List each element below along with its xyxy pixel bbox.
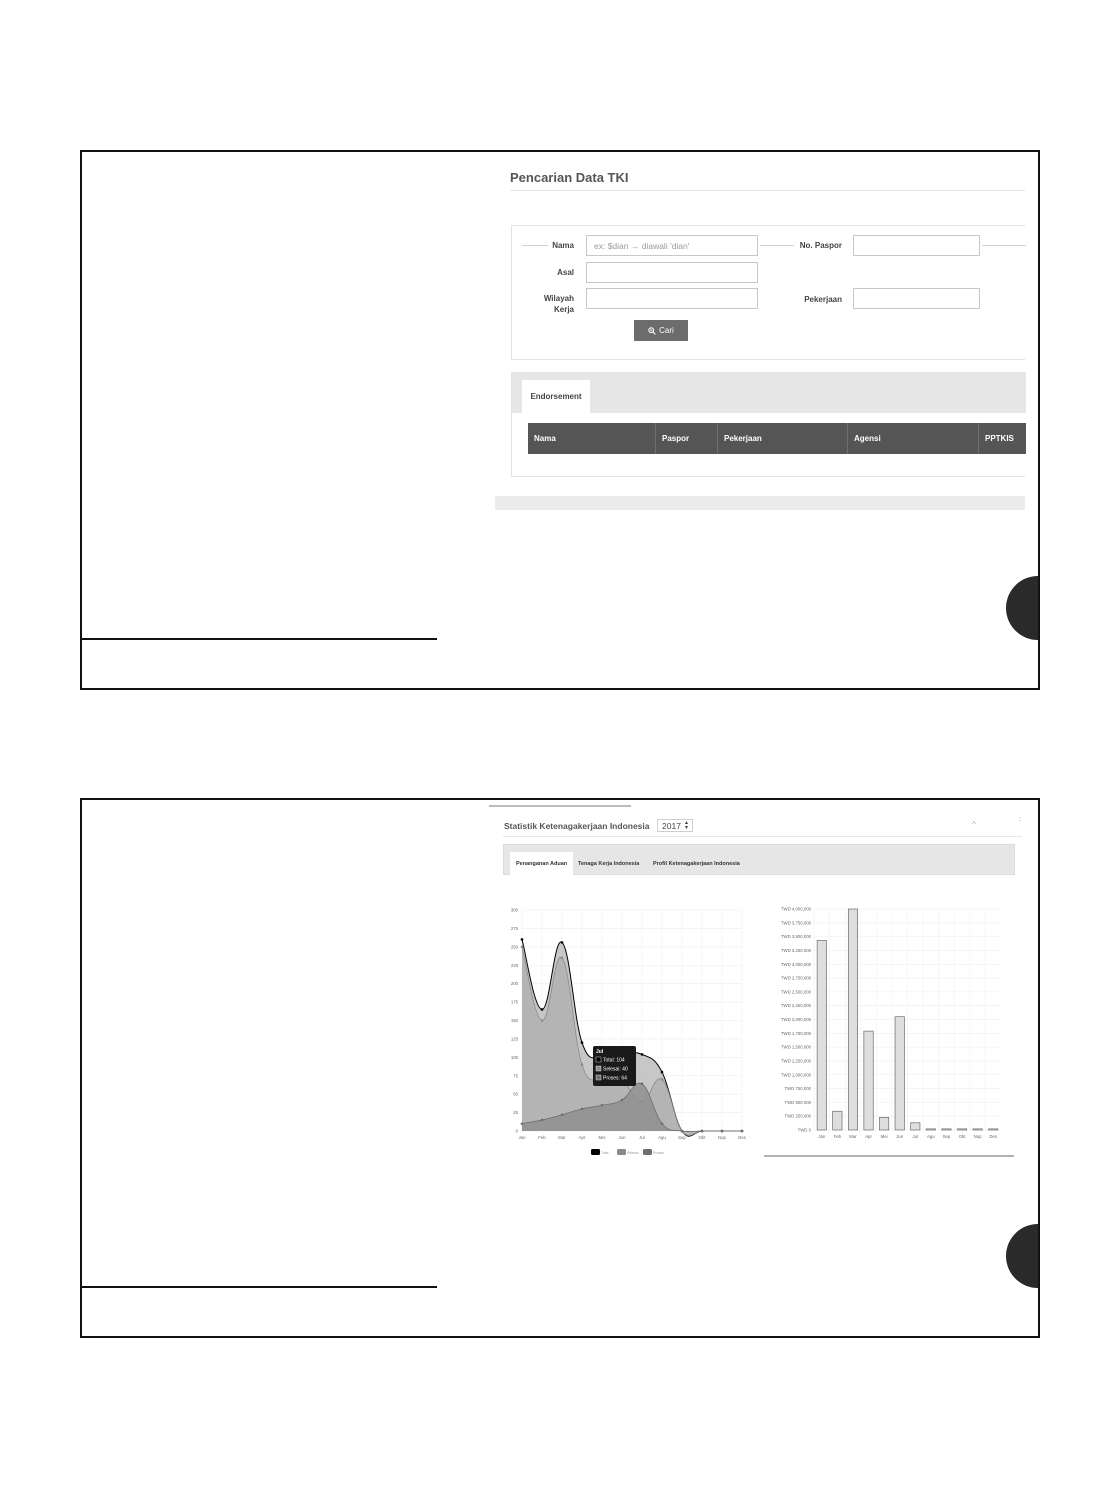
data-point <box>701 1130 704 1133</box>
y-tick-label: TWD 1,000,000 <box>780 1072 811 1078</box>
data-point <box>581 1041 584 1044</box>
y-tick-label: TWD 0 <box>797 1127 811 1133</box>
panel-footer <box>495 496 1025 510</box>
x-tick-label: Feb <box>538 1135 546 1140</box>
bar <box>864 1031 873 1130</box>
frame-rule <box>82 1286 437 1288</box>
x-tick-label: Mei <box>880 1134 888 1139</box>
tooltip-swatch <box>596 1075 601 1080</box>
x-tick-label: Jun <box>618 1135 626 1140</box>
y-tick-label: TWD 250,000 <box>784 1113 811 1119</box>
data-point <box>601 1104 604 1107</box>
tab-tenaga-kerja-indonesia[interactable]: Tenaga Kerja Indonesia <box>578 861 640 867</box>
search-panel <box>495 152 1025 512</box>
bar <box>973 1129 982 1130</box>
x-tick-label: Nop <box>973 1134 982 1139</box>
data-point <box>641 1053 644 1056</box>
column-header-nama[interactable]: Nama <box>528 423 656 454</box>
y-tick-label: TWD 1,250,000 <box>780 1058 811 1064</box>
screenshot-frame-statistics <box>80 798 1040 1338</box>
tooltip-title: Jul <box>596 1049 604 1055</box>
data-point <box>621 1099 624 1102</box>
y-tick-label: TWD 3,250,000 <box>780 947 811 953</box>
search-icon <box>648 327 656 335</box>
y-tick-label: 25 <box>513 1110 518 1116</box>
x-tick-label: Okt <box>698 1135 706 1140</box>
y-tick-label: 50 <box>513 1091 518 1097</box>
data-point <box>641 1083 644 1086</box>
tab-strip <box>512 373 1026 413</box>
y-tick-label: TWD 2,000,000 <box>780 1017 811 1022</box>
tooltip-swatch <box>596 1057 601 1062</box>
data-point <box>741 1130 744 1133</box>
x-tick-label: Agu <box>927 1134 935 1139</box>
x-tick-label: Jan <box>818 1134 826 1139</box>
x-tick-label: Jan <box>518 1135 526 1140</box>
column-header-pptkis[interactable]: PPTKIS <box>985 434 1014 443</box>
data-point <box>661 1122 664 1125</box>
x-tick-label: Okt <box>958 1134 966 1139</box>
bar <box>817 940 826 1130</box>
asal-input[interactable] <box>586 262 758 283</box>
tooltip-line: Total: 104 <box>603 1057 625 1064</box>
bar <box>942 1129 951 1130</box>
page-title: Pencarian Data TKI <box>510 170 629 185</box>
x-tick-label: Mei <box>598 1135 606 1140</box>
legend-swatch-total <box>591 1149 600 1155</box>
y-tick-label: 300 <box>510 907 518 913</box>
y-tick-label: TWD 4,000,000 <box>780 906 811 912</box>
x-tick-label: Jul <box>912 1134 919 1139</box>
bar <box>879 1117 888 1130</box>
tooltip-line: Proses: 64 <box>603 1075 627 1082</box>
data-point <box>541 1008 544 1011</box>
legend-label-proses: Proses <box>653 1151 664 1155</box>
nama-label: Nama <box>552 241 574 250</box>
y-tick-label: TWD 500,000 <box>784 1099 811 1105</box>
bar <box>926 1129 935 1130</box>
x-tick-label: Mar <box>849 1134 857 1139</box>
frame-rule <box>82 638 437 640</box>
year-value: 2017 <box>662 820 681 831</box>
bar <box>911 1123 920 1130</box>
panel-title: Statistik Ketenagakerjaan Indonesia <box>504 821 650 831</box>
data-point <box>541 1119 544 1122</box>
y-tick-label: 0 <box>515 1128 518 1134</box>
y-tick-label: 200 <box>510 981 518 987</box>
asal-label: Asal <box>557 268 574 277</box>
data-point <box>581 1108 584 1111</box>
tab-profil-ketenagakerjaan[interactable]: Profil Ketenagakerjaan Indonesia <box>653 861 740 867</box>
bar <box>957 1129 966 1130</box>
data-point <box>561 957 564 960</box>
x-tick-label: Des <box>738 1135 746 1140</box>
y-tick-label: 75 <box>513 1073 518 1079</box>
tooltip-swatch <box>596 1066 601 1071</box>
data-point <box>721 1130 724 1133</box>
chevron-up-icon[interactable]: ^ <box>972 820 976 829</box>
x-tick-label: Sep <box>678 1135 686 1140</box>
screenshot-frame-search <box>80 150 1040 690</box>
data-point <box>681 1130 684 1133</box>
y-tick-label: TWD 1,750,000 <box>780 1030 811 1036</box>
y-tick-label: TWD 3,750,000 <box>780 920 811 926</box>
data-point <box>561 941 564 944</box>
x-tick-label: Agu <box>658 1135 666 1140</box>
bar <box>895 1017 904 1130</box>
y-tick-label: 275 <box>510 925 518 931</box>
title-divider <box>510 190 1025 191</box>
y-tick-label: TWD 3,000,000 <box>780 961 811 967</box>
scroll-edge-mark: : <box>1019 816 1021 823</box>
stats-tab-strip <box>503 844 1015 875</box>
nama-input[interactable] <box>586 235 758 256</box>
y-tick-label: TWD 1,500,000 <box>780 1044 811 1050</box>
year-select[interactable] <box>657 819 693 832</box>
results-panel <box>511 372 1025 477</box>
y-tick-label: 175 <box>510 999 518 1005</box>
y-tick-label: TWD 2,500,000 <box>780 989 811 995</box>
paspor-label: No. Paspor <box>799 241 842 250</box>
tab-endorsement[interactable]: Endorsement <box>522 380 590 413</box>
data-point <box>561 1113 564 1116</box>
y-tick-label: TWD 3,500,000 <box>780 934 811 940</box>
statistics-panel <box>489 800 1022 1160</box>
y-tick-label: 225 <box>510 962 518 968</box>
data-point <box>661 1078 664 1081</box>
x-tick-label: Jul <box>639 1135 645 1140</box>
column-header-agensi[interactable]: Agensi <box>848 423 979 454</box>
page-marker <box>1006 576 1040 640</box>
select-arrows-icon: ▴ ▾ <box>684 819 688 831</box>
y-tick-label: TWD 2,250,000 <box>780 1003 811 1009</box>
pekerjaan-input[interactable] <box>853 288 980 309</box>
column-header-paspor[interactable]: Paspor <box>656 423 718 454</box>
legend-swatch-proses <box>643 1149 652 1155</box>
data-point <box>521 1122 524 1125</box>
search-form <box>511 225 1025 360</box>
paspor-input[interactable] <box>853 235 980 256</box>
table-header <box>528 423 1026 454</box>
wilayah-input[interactable] <box>586 288 758 309</box>
panel-top-rule <box>489 805 631 807</box>
x-tick-label: Jun <box>896 1134 904 1139</box>
tooltip-line: Selesai: 40 <box>603 1066 628 1073</box>
y-tick-label: 150 <box>510 1018 518 1023</box>
x-tick-label: Apr <box>865 1134 872 1139</box>
y-tick-label: TWD 750,000 <box>784 1086 811 1092</box>
bar <box>833 1111 842 1130</box>
x-tick-label: Feb <box>833 1134 842 1139</box>
data-point <box>661 1071 664 1074</box>
form-divider <box>982 245 1026 246</box>
legend-swatch-selesai <box>617 1149 626 1155</box>
bar <box>848 909 857 1130</box>
data-point <box>521 946 524 949</box>
charts-canvas <box>489 890 1022 1160</box>
legend-label-total: Total <box>601 1151 609 1155</box>
y-tick-label: 100 <box>510 1054 518 1060</box>
page-marker <box>1006 1224 1040 1288</box>
x-tick-label: Des <box>989 1134 998 1139</box>
pekerjaan-label: Pekerjaan <box>804 295 842 304</box>
search-button[interactable] <box>634 320 688 341</box>
bar <box>989 1129 998 1130</box>
legend-label-selesai: Selesai <box>627 1151 639 1155</box>
search-button-label: Cari <box>659 326 674 335</box>
title-divider <box>503 836 1022 837</box>
column-header-pekerjaan[interactable]: Pekerjaan <box>718 423 848 454</box>
wilayah-label: Wilayah Kerja <box>543 294 574 314</box>
y-tick-label: 125 <box>510 1036 518 1042</box>
tab-penanganan-aduan[interactable]: Penanganan Aduan <box>510 852 573 876</box>
data-point <box>521 938 524 941</box>
x-tick-label: Apr <box>578 1135 586 1140</box>
data-point <box>581 1063 584 1066</box>
y-tick-label: 250 <box>510 944 518 950</box>
x-tick-label: Sep <box>942 1134 951 1139</box>
data-point <box>541 1019 544 1022</box>
y-tick-label: TWD 2,750,000 <box>780 975 811 981</box>
x-tick-label: Nop <box>718 1135 726 1140</box>
x-tick-label: Mar <box>558 1135 566 1140</box>
